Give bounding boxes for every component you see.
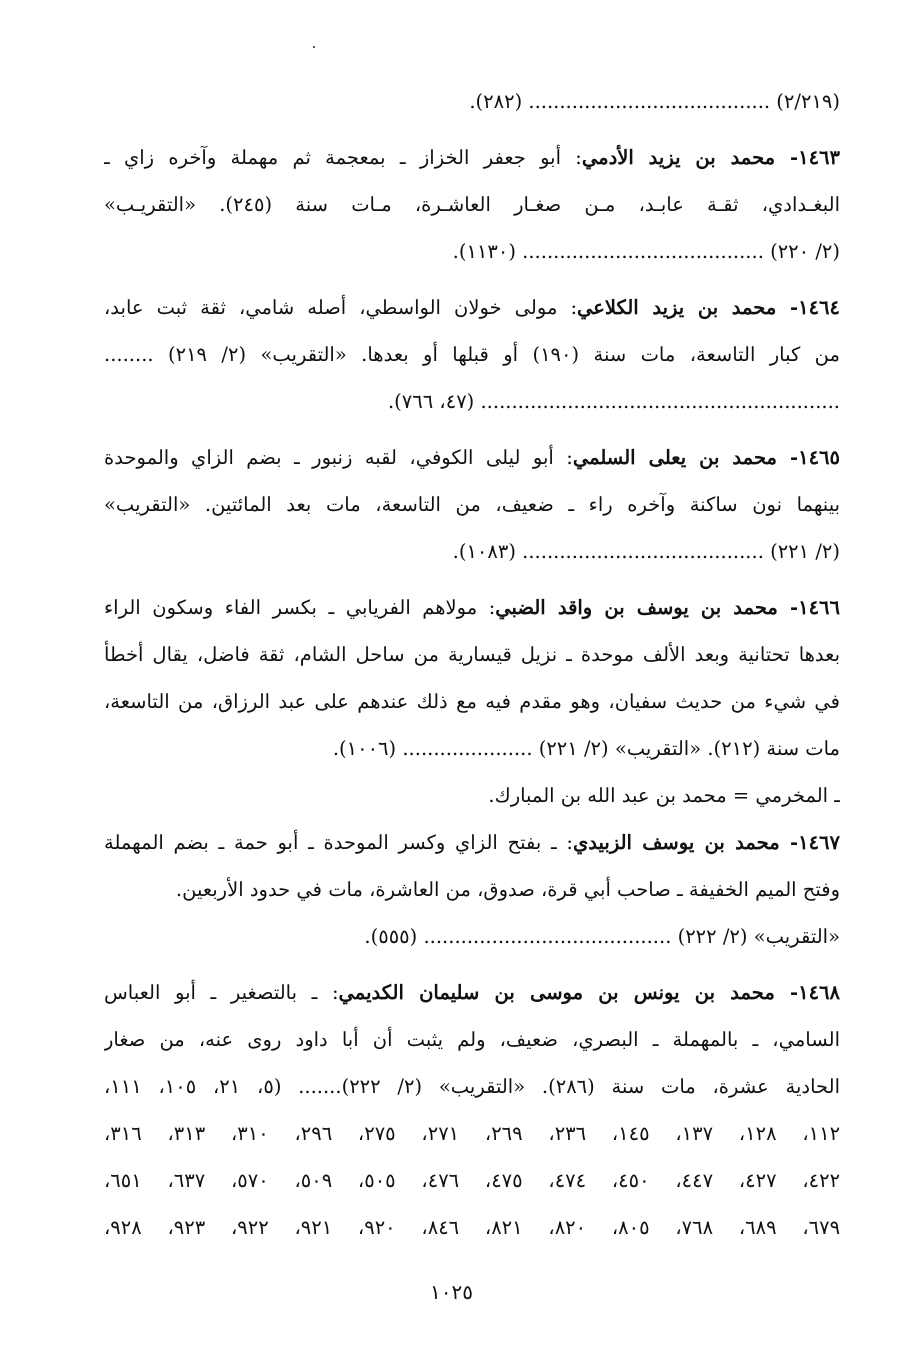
- scan-speck: [313, 46, 315, 48]
- narrator-name: محمد بن يوسف بن واقد الضبي: [495, 596, 778, 619]
- narrator-name: محمد بن يونس بن موسى بن سليمان الكديمي: [338, 981, 775, 1004]
- line-text: السامي، ـ بالمهملة ـ البصري، ضعيف، ولم يثبت أن أبا داود روى عنه، من صغار: [104, 1028, 840, 1051]
- text-line: [104, 1116, 840, 1163]
- line-text: : مولى خولان الواسطي، أصله شامي، ثقة ثبت عابد،: [104, 296, 578, 319]
- narrator-name: محمد بن يعلى السلمي: [572, 446, 777, 469]
- narrator-name: محمد بن يوسف الزبيدي: [573, 831, 780, 854]
- text-line: [104, 684, 840, 731]
- entry-gap: [104, 431, 840, 440]
- text-line: [104, 872, 840, 919]
- text-line: [104, 731, 840, 778]
- text-line: [104, 1069, 840, 1116]
- line-text: : مولاهم الفريابي ـ بكسر الفاء وسكون الراء: [104, 596, 496, 619]
- text-line: [104, 187, 840, 234]
- text-line: [104, 234, 840, 281]
- narrator-name: محمد بن يزيد الكلاعي: [577, 296, 777, 319]
- text-line: [104, 384, 840, 431]
- page-number: ١٠٢٥: [430, 1280, 473, 1304]
- narrator-name: محمد بن يزيد الأدمي: [581, 146, 776, 169]
- line-text: (٢/٢١٩) ....................................... (٢٨٢).: [469, 90, 840, 113]
- text-line: [104, 337, 840, 384]
- entry-first-line: [104, 140, 840, 187]
- line-text: .......................................................... (٤٧، ٧٦٦).: [387, 390, 840, 413]
- line-text: في شيء من حديث سفيان، وهو مقدم فيه مع ذلك عندهم على عبد الرزاق، من التاسعة،: [104, 690, 840, 713]
- entry-number: ١٤٦٦-: [777, 596, 840, 619]
- entry-number: ١٤٦٤-: [776, 296, 840, 319]
- line-text: البغـدادي، ثقـة عابـد، مـن صغـار العاشـرة، مـات سنة (٢٤٥). «التقريـب»: [104, 193, 840, 216]
- line-text: ـ المخرمي = محمد بن عبد الله بن المبارك.: [488, 784, 840, 807]
- line-text: (٢/ ٢٢١) ....................................... (١٠٨٣).: [452, 540, 840, 563]
- text-line: [104, 778, 840, 825]
- entry-gap: [104, 281, 840, 290]
- entry-number: ١٤٦٧-: [779, 831, 840, 854]
- entry-number: ١٤٦٨-: [774, 981, 840, 1004]
- text-line: [104, 1210, 840, 1257]
- entry-number: ١٤٦٥-: [776, 446, 840, 469]
- line-text: بعدها تحتانية وبعد الألف موحدة ـ نزيل قيسارية من ساحل الشام، ثقة فاضل، يقال أخطأ: [104, 643, 840, 666]
- entry-first-line: [104, 290, 840, 337]
- line-text: الحادية عشرة، مات سنة (٢٨٦). «التقريب» (٢/ ٢٢٢)....... (٥، ٢١، ١٠٥، ١١١،: [104, 1075, 840, 1098]
- line-text: ٦٧٩، ٦٨٩، ٧٦٨، ٨٠٥، ٨٢٠، ٨٢١، ٨٤٦، ٩٢٠، ٩٢١، ٩٢٢، ٩٢٣، ٩٢٨،: [104, 1216, 840, 1239]
- entry-gap: [104, 131, 840, 140]
- entry-first-line: [104, 440, 840, 487]
- line-text: : أبو جعفر الخزاز ـ بمعجمة ثم مهملة وآخره زاي ـ: [104, 146, 582, 169]
- text-line: [104, 84, 840, 131]
- line-text: وفتح الميم الخفيفة ـ صاحب أبي قرة، صدوق، من العاشرة، مات في حدود الأربعين.: [175, 878, 840, 901]
- entry-first-line: [104, 825, 840, 872]
- text-line: [104, 637, 840, 684]
- document-body: [104, 84, 840, 1257]
- text-line: [104, 487, 840, 534]
- line-text: ١١٢، ١٢٨، ١٣٧، ١٤٥، ٢٣٦، ٢٦٩، ٢٧١، ٢٧٥، ٢٩٦، ٣١٠، ٣١٣، ٣١٦،: [104, 1122, 840, 1145]
- line-text: من كبار التاسعة، مات سنة (١٩٠) أو قبلها أو بعدها. «التقريب» (٢/ ٢١٩) ........: [104, 343, 840, 366]
- line-text: : ـ بفتح الزاي وكسر الموحدة ـ أبو حمة ـ بضم المهملة: [104, 831, 574, 854]
- text-line: [104, 919, 840, 966]
- text-line: [104, 1163, 840, 1210]
- entry-gap: [104, 581, 840, 590]
- line-text: ٤٢٢، ٤٢٧، ٤٤٧، ٤٥٠، ٤٧٤، ٤٧٥، ٤٧٦، ٥٠٥، ٥٠٩، ٥٧٠، ٦٣٧، ٦٥١،: [104, 1169, 840, 1192]
- line-text: «التقريب» (٢/ ٢٢٢) ........................................ (٥٥٥).: [364, 925, 840, 948]
- entry-gap: [104, 966, 840, 975]
- entry-first-line: [104, 590, 840, 637]
- line-text: : أبو ليلى الكوفي، لقبه زنبور ـ بضم الزاي والموحدة: [104, 446, 573, 469]
- line-text: (٢/ ٢٢٠) ....................................... (١١٣٠).: [452, 240, 840, 263]
- entry-number: ١٤٦٣-: [775, 146, 840, 169]
- line-text: : ـ بالتصغير ـ أبو العباس: [104, 981, 339, 1004]
- text-line: [104, 534, 840, 581]
- text-line: [104, 1022, 840, 1069]
- entry-first-line: [104, 975, 840, 1022]
- line-text: مات سنة (٢١٢). «التقريب» (٢/ ٢٢١) ..................... (١٠٠٦).: [332, 737, 840, 760]
- line-text: بينهما نون ساكنة وآخره راء ـ ضعيف، من التاسعة، مات بعد المائتين. «التقريب»: [104, 493, 840, 516]
